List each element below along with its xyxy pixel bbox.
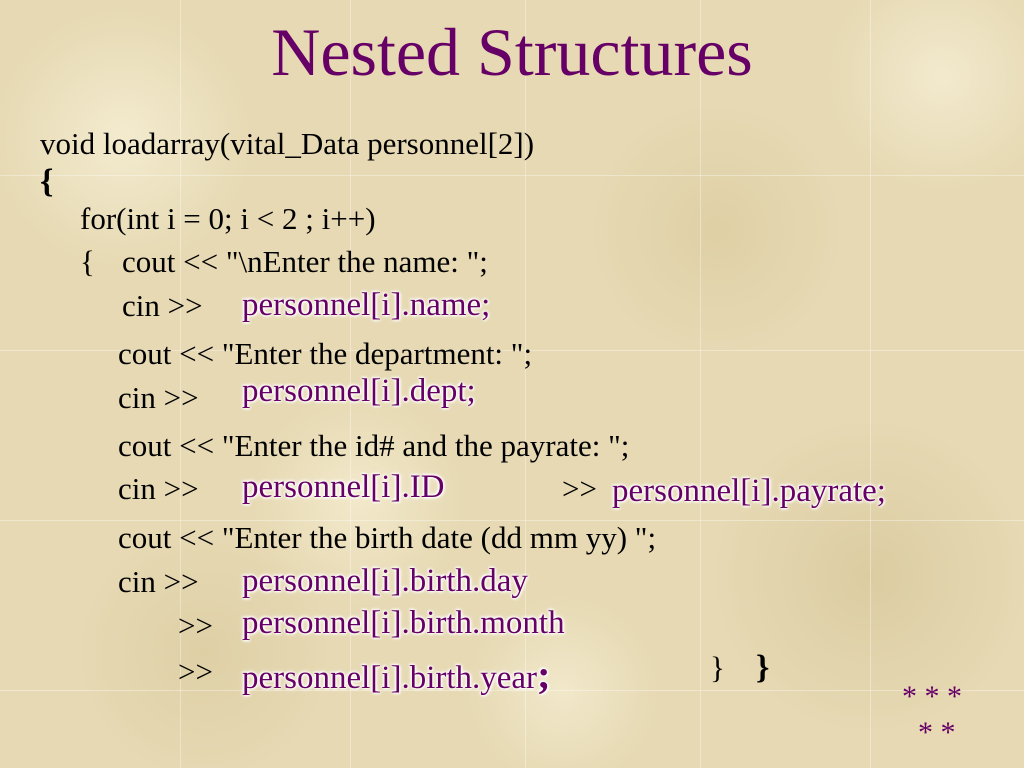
for-loop-line: for(int i = 0; i < 2 ; i++) [80, 201, 376, 236]
field-birth-year-text: personnel[i].birth.year [242, 660, 538, 696]
field-birth-month: personnel[i].birth.month [242, 605, 565, 641]
field-birth-day: personnel[i].birth.day [242, 563, 528, 599]
field-birth-year-semicolon: ; [537, 652, 551, 697]
cin-name-prefix: cin >> [122, 288, 203, 323]
field-birth-year [242, 652, 551, 697]
cout-name-line: cout << "\nEnter the name: "; [122, 244, 488, 279]
field-id: personnel[i].ID [242, 469, 445, 505]
function-signature: void loadarray(vital_Data personnel[2]) [40, 126, 535, 161]
field-dept: personnel[i].dept; [242, 373, 476, 409]
cin-dept-prefix: cin >> [118, 380, 199, 415]
cin-id-prefix: cin >> [118, 471, 199, 506]
cin-birth-prefix: cin >> [118, 564, 199, 599]
cout-dept-line: cout << "Enter the department: "; [118, 336, 533, 371]
function-open-brace: { [40, 163, 54, 200]
cout-id-line: cout << "Enter the id# and the payrate: "; [118, 428, 630, 463]
field-payrate: personnel[i].payrate; [612, 473, 886, 509]
stars-line-2: * * [918, 716, 956, 749]
stars-line-1: * * * [902, 680, 962, 713]
loop-open-brace: { [80, 244, 95, 279]
slide-title: Nested Structures [271, 14, 753, 90]
loop-close-brace: } [710, 650, 725, 685]
extract-operator-year: >> [178, 654, 213, 689]
function-close-brace: } [756, 649, 770, 686]
extract-operator-payrate: >> [562, 471, 597, 506]
field-name: personnel[i].name; [242, 287, 491, 323]
cout-birth-line: cout << "Enter the birth date (dd mm yy) "; [118, 520, 657, 555]
extract-operator-month: >> [178, 608, 213, 643]
